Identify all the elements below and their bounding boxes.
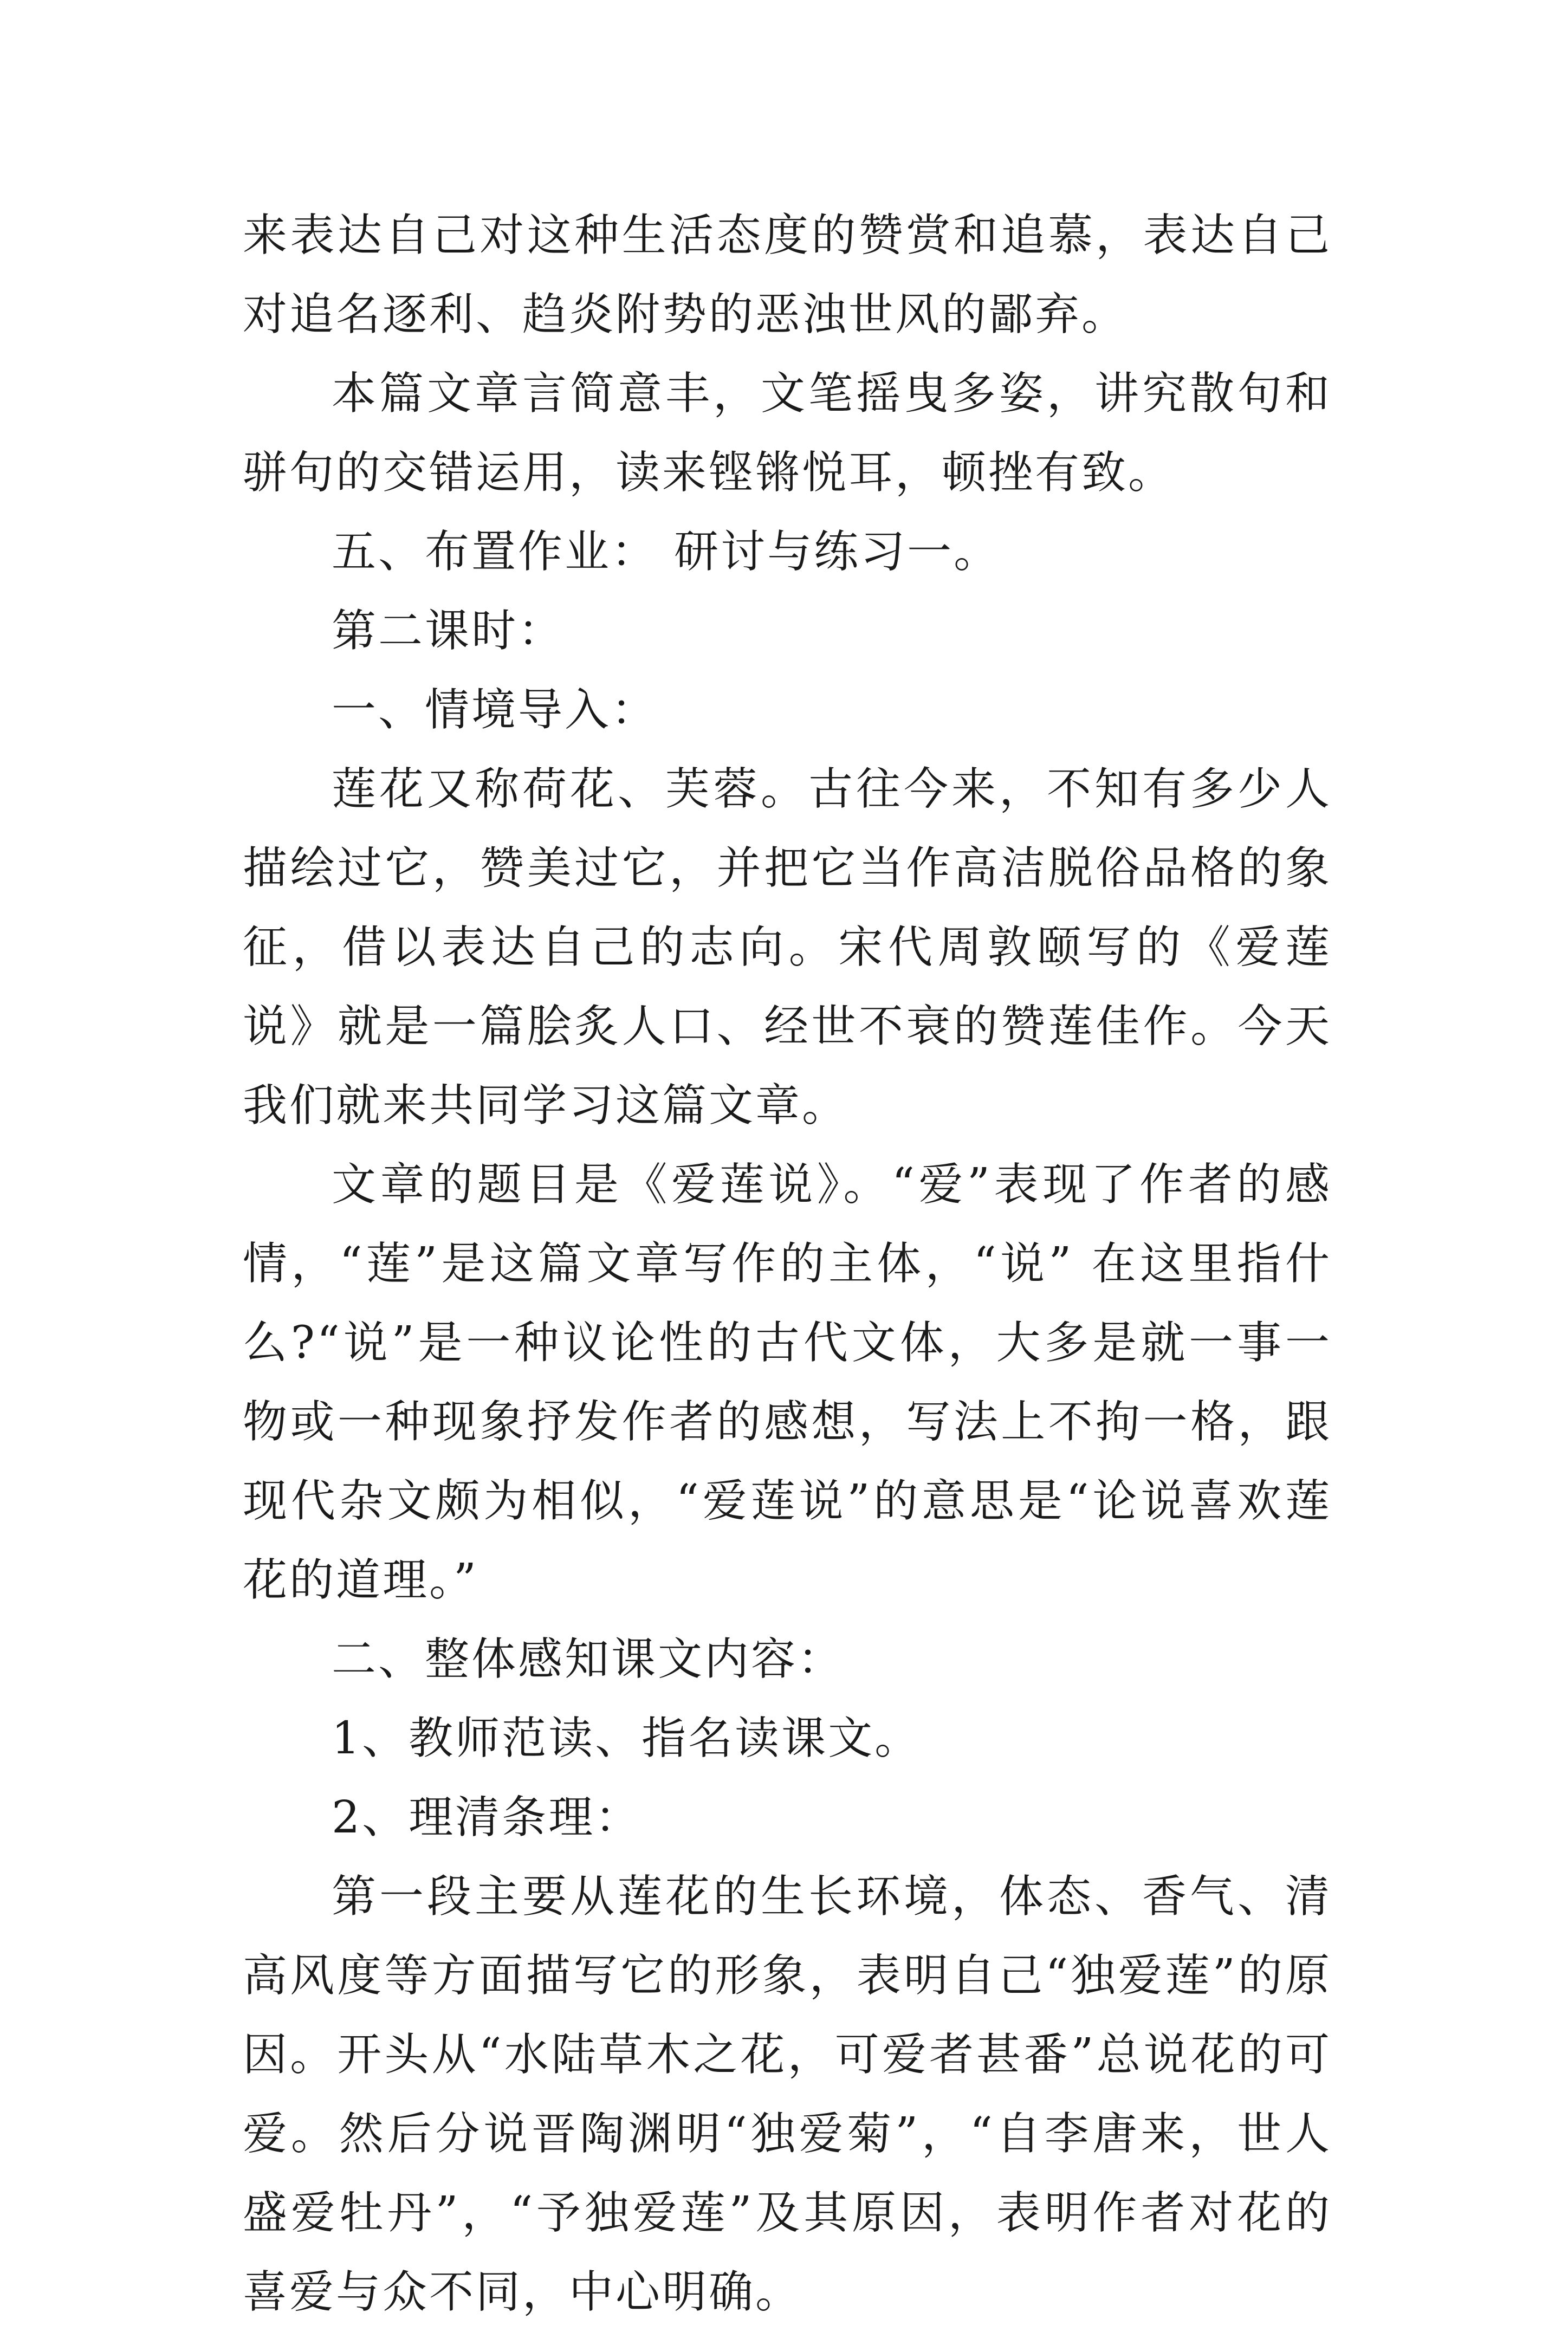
paragraph-9: 1、教师范读、指名读课文。 xyxy=(332,1713,922,1764)
paragraph-4: 第二课时： xyxy=(332,605,565,657)
paragraph-7: 文章的题目是《爱莲说》。“爱”表现了作者的感情，“莲”是这篇文章写作的主体，“说” 在这里指什么?“说”是一种议论性的古代文体，大多是就一事一物或一种现象抒发作者的感想，写法上不拘一格，跟现代杂文颇为相似，“爱莲说”的意思是“论说喜欢莲花的道理。” xyxy=(243,1159,1332,1606)
document-body xyxy=(243,196,1332,2332)
paragraph-6: 莲花又称荷花、芙蓉。古往今来，不知有多少人描绘过它，赞美过它，并把它当作高洁脱俗品格的象征，借以表达自己的志向。宋代周敦颐写的《爱莲说》就是一篇脍炙人口、经世不衰的赞莲佳作。今天我们就来共同学习这篇文章。 xyxy=(243,763,1332,1131)
paragraph-1: 来表达自己对这种生活态度的赞赏和追慕，表达自己对追名逐利、趋炎附势的恶浊世风的鄙弃。 xyxy=(243,210,1332,340)
paragraph-11: 第一段主要从莲花的生长环境，体态、香气、清高风度等方面描写它的形象，表明自己“独爱莲”的原因。开头从“水陆草木之花，可爱者甚番”总说花的可爱。然后分说晋陶渊明“独爱菊”，“自李唐来，世人盛爱牡丹”，“予独爱莲”及其原因，表明作者对花的喜爱与众不同，中心明确。 xyxy=(243,1871,1332,2318)
paragraph-5: 一、情境导入： xyxy=(332,684,658,736)
paragraph-3: 五、布置作业： 研讨与练习一。 xyxy=(332,526,1001,578)
paragraph-2: 本篇文章言简意丰，文笔摇曳多姿，讲究散句和骈句的交错运用，读来铿锵悦耳，顿挫有致。 xyxy=(243,368,1332,498)
paragraph-8: 二、整体感知课文内容： xyxy=(332,1634,845,1685)
paragraph-10: 2、理清条理： xyxy=(332,1792,642,1843)
